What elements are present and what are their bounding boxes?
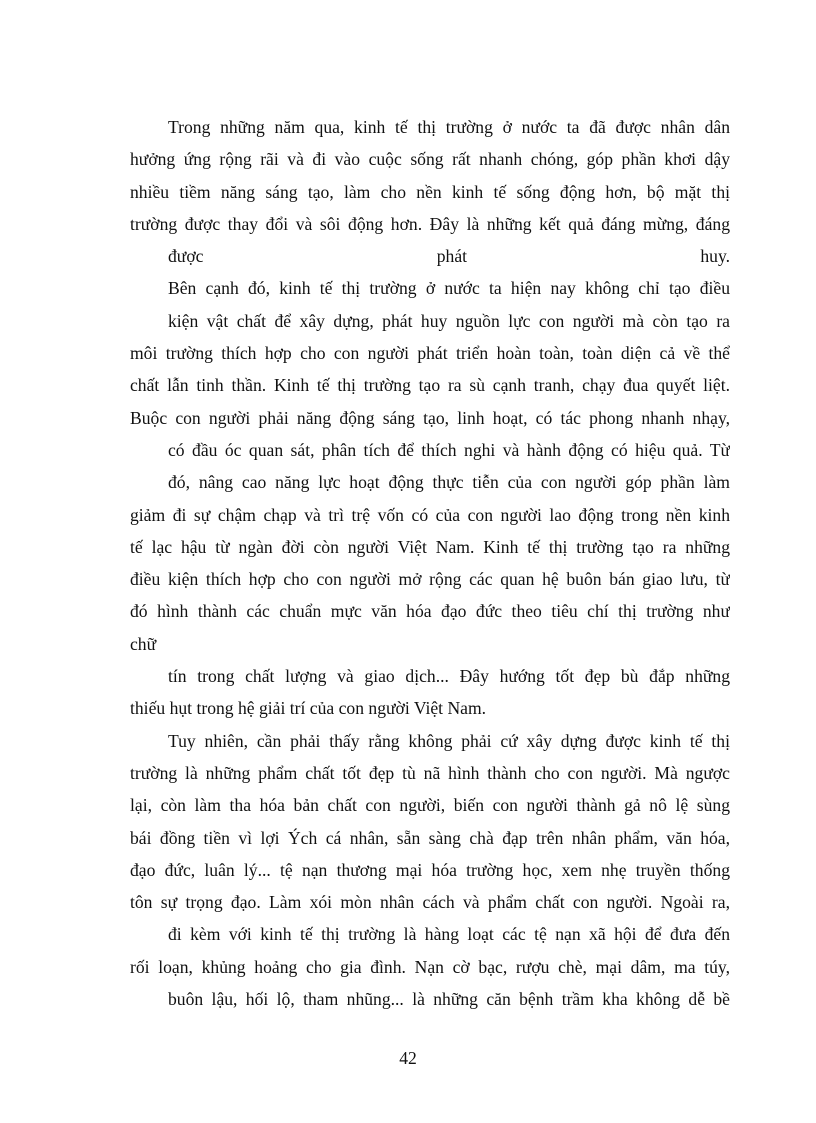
- text-line: điều kiện thích hợp cho con người mở rộng các quan hệ buôn bán giao lưu, từ: [130, 569, 730, 590]
- text-line: trường là những phẩm chất tốt đẹp tù nã hình thành cho con người. Mà ngược: [130, 762, 730, 783]
- text-line: hưởng ứng rộng rãi và đi vào cuộc sống rất nhanh chóng, góp phần khơi dậy: [130, 149, 730, 170]
- text-line: đó hình thành các chuẩn mực văn hóa đạo đức theo tiêu chí thị trường như: [130, 601, 730, 622]
- text-line: đó, nâng cao năng lực hoạt động thực tiễn của con người góp phần làm: [168, 472, 730, 493]
- text-line: Buộc con người phải năng động sáng tạo, linh hoạt, có tác phong nhanh nhạy,: [130, 407, 730, 428]
- text-line: có đầu óc quan sát, phân tích để thích nghi và hành động có hiệu quả. Từ: [168, 439, 730, 460]
- text-line: chữ: [130, 633, 157, 654]
- text-line: kiện vật chất để xây dựng, phát huy nguồn lực con người mà còn tạo ra: [168, 310, 730, 331]
- text-line: giảm đi sự chậm chạp và trì trệ vốn có của con người lao động trong nền kinh: [130, 504, 730, 525]
- text-line: tế lạc hậu từ ngàn đời còn người Việt Nam. Kinh tế thị trường tạo ra những: [130, 536, 730, 557]
- text-line: trường được thay đổi và sôi động hơn. Đây là những kết quả đáng mừng, đáng: [130, 213, 730, 234]
- text-line: môi trường thích hợp cho con người phát triển hoàn toàn, toàn diện cả về thể: [130, 343, 730, 364]
- text-line: chất lẫn tinh thần. Kinh tế thị trường tạo ra sù cạnh tranh, chạy đua quyết liệt.: [130, 375, 730, 396]
- text-line: bái đồng tiền vì lợi Ých cá nhân, sẵn sàng chà đạp trên nhân phẩm, văn hóa,: [130, 827, 730, 848]
- body-text: [130, 111, 730, 1015]
- text-line: rối loạn, khủng hoảng cho gia đình. Nạn cờ bạc, rượu chè, mại dâm, ma túy,: [130, 956, 730, 977]
- text-line: đi kèm với kinh tế thị trường là hàng loạt các tệ nạn xã hội để đưa đến: [168, 924, 730, 945]
- text-line: nhiều tiềm năng sáng tạo, làm cho nền kinh tế sống động hơn, bộ mặt thị: [130, 181, 730, 202]
- page-number: 42: [399, 1048, 417, 1068]
- text-line: tôn sự trọng đạo. Làm xói mòn nhân cách và phẩm chất con người. Ngoài ra,: [130, 892, 730, 913]
- text-line: được phát huy.: [168, 246, 730, 267]
- text-line: lại, còn làm tha hóa bản chất con người, biến con người thành gả nô lệ sùng: [130, 795, 730, 816]
- text-line: Trong những năm qua, kinh tế thị trường ở nước ta đã được nhân dân: [168, 117, 730, 137]
- text-line: đạo đức, luân lý... tệ nạn thương mại hóa trường học, xem nhẹ truyền thống: [130, 859, 730, 880]
- text-line: Bên cạnh đó, kinh tế thị trường ở nước ta hiện nay không chỉ tạo điều: [168, 278, 730, 299]
- text-line: tín trong chất lượng và giao dịch... Đây hướng tốt đẹp bù đắp những: [168, 666, 730, 687]
- text-line: thiếu hụt trong hệ giải trí của con người Việt Nam.: [130, 698, 487, 719]
- text-line: buôn lậu, hối lộ, tham nhũng... là những căn bệnh trầm kha không dễ bề: [168, 989, 730, 1010]
- text-line: Tuy nhiên, cần phải thấy rằng không phải cứ xây dựng được kinh tế thị: [168, 730, 730, 751]
